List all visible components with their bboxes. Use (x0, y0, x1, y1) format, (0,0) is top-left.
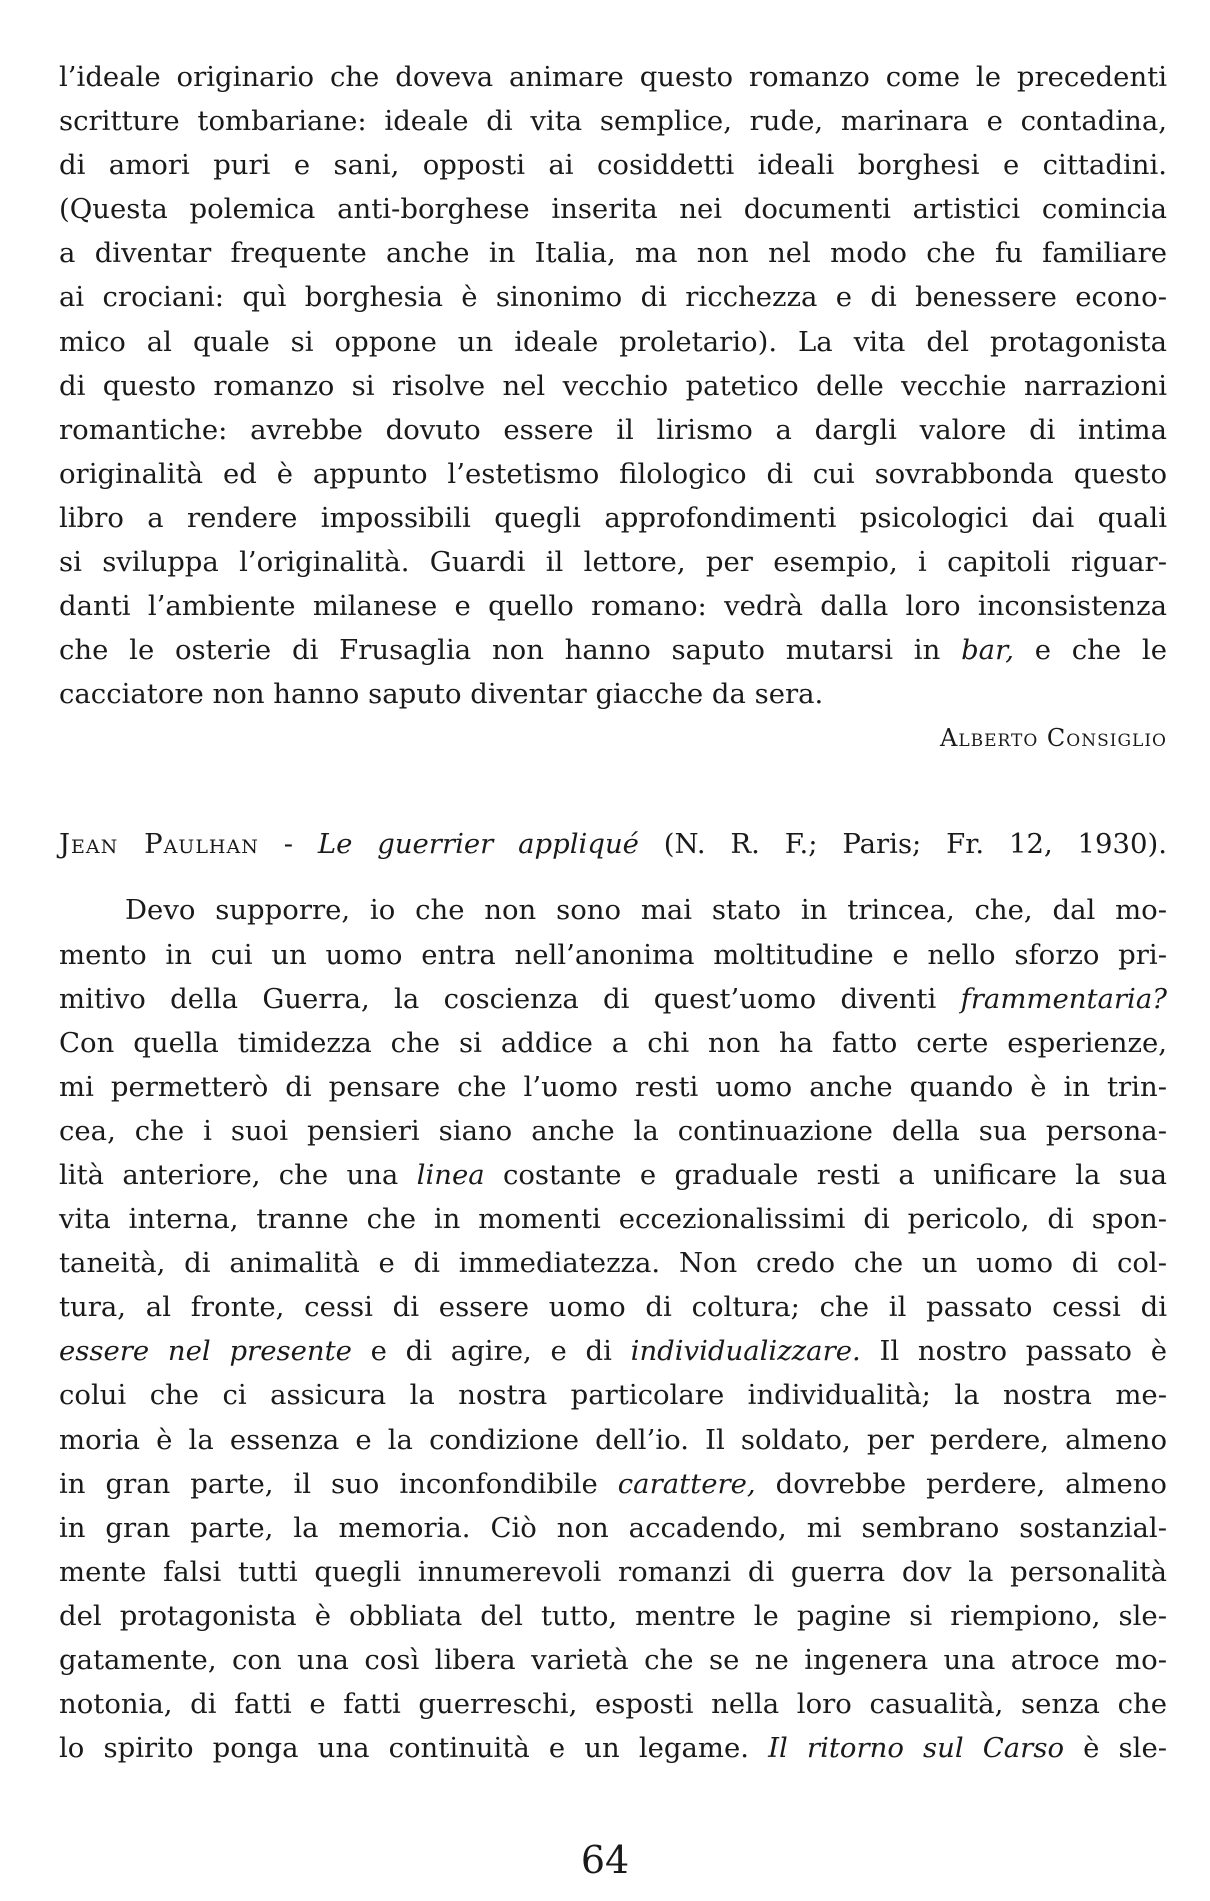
italic-term: carattere, (617, 1467, 756, 1500)
text-run: che le osterie di Frusaglia non hanno saputo mutarsi in (59, 634, 962, 667)
text-line: gatamente, con una così libera varietà che se ne ingenera una atroce mo- (59, 1644, 1167, 1676)
review-body (59, 888, 1167, 1770)
text-line (59, 628, 1167, 672)
text-run: e di agire, e di (351, 1335, 631, 1368)
book-author: Jean Paulhan (59, 828, 259, 861)
text-run: lo spirito ponga una continuità e un legame. (59, 1732, 769, 1765)
text-line: danti l’ambiente milanese e quello romano: vedrà dalla loro inconsistenza (59, 590, 1167, 623)
text-line: cea, che i suoi pensieri siano anche la continuazione della sua persona- (59, 1114, 1167, 1147)
text-run: mitivo della Guerra, la coscienza di quest’uomo diventi (59, 982, 961, 1015)
previous-review-conclusion (59, 55, 1167, 716)
text-line (59, 1329, 1167, 1373)
text-line: l’ideale originario che doveva animare questo romanzo come le precedenti (59, 61, 1167, 93)
text-line (59, 1153, 1167, 1197)
italic-term: bar, (961, 634, 1014, 667)
text-run: e che le (1013, 634, 1167, 667)
text-line: notonia, di fatti e fatti guerreschi, esposti nella loro casualità, senza che (59, 1688, 1167, 1721)
text-line: di questo romanzo si risolve nel vecchio patetico delle vecchie narrazioni (59, 369, 1167, 402)
text-run: dovrebbe perdere, almeno (755, 1467, 1167, 1500)
text-line: vita interna, tranne che in momenti eccezionalissimi di pericolo, di spon- (59, 1203, 1167, 1236)
book-title: Le guerrier appliqué (317, 828, 639, 861)
italic-term: essere nel presente (59, 1335, 352, 1368)
page-number: 64 (580, 1838, 630, 1882)
heading-separator: - (258, 828, 318, 861)
book-entry-heading (59, 822, 1167, 866)
text-line: cacciatore non hanno saputo diventar giacche da sera. (59, 678, 824, 711)
text-line: a diventar frequente anche in Italia, ma non nel modo che fu familiare (59, 237, 1167, 270)
text-line: mi permetterò di pensare che l’uomo resti uomo anche quando è in trin- (59, 1070, 1167, 1103)
italic-term: individualizzare. (630, 1335, 861, 1368)
reviewer-signature: Alberto Consiglio (940, 724, 1167, 753)
text-line (59, 1462, 1167, 1506)
text-line: in gran parte, la memoria. Ciò non accadendo, mi sembrano sostanzial- (59, 1511, 1167, 1544)
text-line: (Questa polemica anti-borghese inserita nei documenti artistici comincia (59, 193, 1167, 226)
italic-term: linea (416, 1158, 485, 1191)
italic-term: Il ritorno sul Carso (768, 1732, 1065, 1765)
text-run: in gran parte, il suo inconfondibile (59, 1467, 618, 1500)
text-line: mente falsi tutti quegli innumerevoli romanzi di guerra dov la personalità (59, 1555, 1167, 1588)
text-line: del protagonista è obbliata del tutto, mentre le pagine si riempiono, sle- (59, 1599, 1167, 1632)
text-line: tura, al fronte, cessi di essere uomo di coltura; che il passato cessi di (59, 1291, 1167, 1324)
text-line: romantiche: avrebbe dovuto essere il lirismo a dargli valore di intima (59, 413, 1167, 446)
text-run: Il nostro passato è (860, 1335, 1167, 1368)
text-run: costante e graduale resti a unificare la sua (484, 1158, 1167, 1191)
text-line: Con quella timidezza che si addice a chi non ha fatto certe esperienze, (59, 1026, 1167, 1059)
text-line: moria è la essenza e la condizione dell’io. Il soldato, per perdere, almeno (59, 1423, 1167, 1456)
text-run: lità anteriore, che una (59, 1158, 417, 1191)
text-line: originalità ed è appunto l’estetismo filologico di cui sovrabbonda questo (59, 457, 1167, 490)
text-line: scritture tombariane: ideale di vita semplice, rude, marinara e contadina, (59, 105, 1167, 138)
page-content (59, 55, 1167, 1770)
text-line: colui che ci assicura la nostra particolare individualità; la nostra me- (59, 1379, 1167, 1412)
text-run: è sle- (1064, 1732, 1168, 1765)
text-line: si sviluppa l’originalità. Guardi il lettore, per esempio, i capitoli riguar- (59, 546, 1167, 579)
text-line (59, 1726, 1167, 1770)
text-line: Devo supporre, io che non sono mai stato in trincea, che, dal mo- (125, 894, 1167, 927)
text-line (59, 977, 1167, 1021)
italic-term: frammentaria? (960, 982, 1167, 1015)
text-line: libro a rendere impossibili quegli approfondimenti psicologici dai quali (59, 501, 1167, 534)
text-line: mico al quale si oppone un ideale proletario). La vita del protagonista (59, 325, 1167, 358)
text-line: taneità, di animalità e di immediatezza. Non credo che un uomo di col- (59, 1247, 1167, 1280)
text-line: di amori puri e sani, opposti ai cosiddetti ideali borghesi e cittadini. (59, 149, 1167, 182)
text-line: ai crociani: quì borghesia è sinonimo di ricchezza e di benessere econo- (59, 281, 1167, 314)
text-line: mento in cui un uomo entra nell’anonima moltitudine e nello sforzo pri- (59, 938, 1167, 971)
publication-info: (N. R. F.; Paris; Fr. 12, 1930). (638, 828, 1167, 861)
